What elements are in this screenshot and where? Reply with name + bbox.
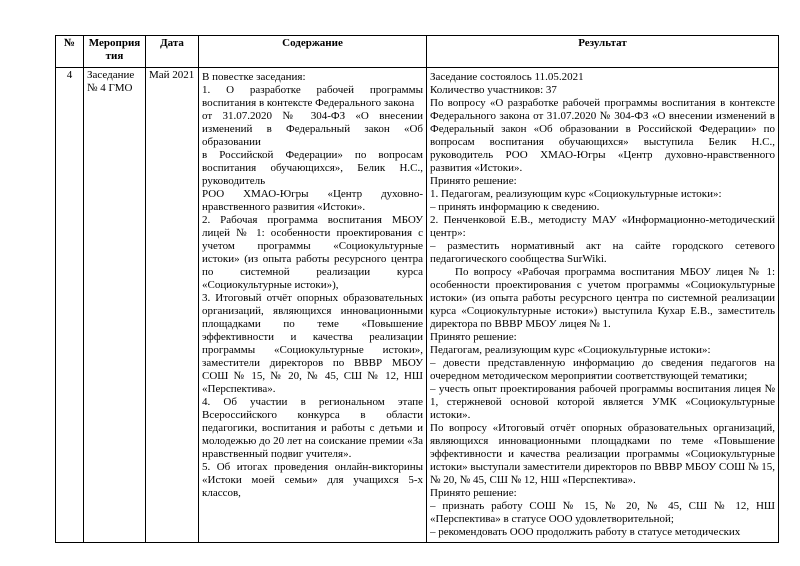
paragraph: – довести представленную информацию до сведения педагогов на очередном методическом мероприятии соответствующей тематики;	[430, 357, 775, 382]
cell-date: Май 2021	[146, 68, 199, 543]
paragraph: 5. Об итогах проведения онлайн-викторины «Истоки моей семьи» для учащихся 5-х классов,	[202, 461, 423, 499]
meeting-report-table	[55, 35, 779, 543]
paragraph: Принято решение:	[430, 175, 517, 187]
paragraph: Принято решение:	[430, 331, 517, 343]
paragraph: – признать работу СОШ № 15, № 20, № 45, СШ № 12, НШ «Перспектива» в статусе ООО удовлетворительной;	[430, 500, 775, 525]
paragraph: в Российской Федерации» по вопросам воспитания обучающихся», Белик Н.С., руководитель	[202, 149, 423, 187]
paragraph: По вопросу «О разработке рабочей программы воспитания в контексте Федерального закона от 31.07.2020 № 304-ФЗ «О внесении изменений в Федеральный закон «Об образовании в Российской Федерации» по вопросам воспитания обучающихся» выступила Белик Н.С., руководитель РОО ХМАО-Югры «Центр духовно-нравственного развития «Истоки».	[430, 97, 775, 174]
paragraph: – учесть опыт проектирования рабочей программы воспитания лицея № 1, стержневой основой которой является УМК «Социокультурные истоки».	[430, 383, 775, 421]
result-text-block	[430, 69, 775, 541]
column-header-num: №	[56, 36, 84, 68]
cell-content	[199, 68, 427, 543]
cell-result	[427, 68, 779, 543]
paragraph: В повестке заседания:	[202, 71, 306, 83]
paragraph: Принято решение:	[430, 487, 517, 499]
paragraph: 1. О разработке рабочей программы воспитания в контексте Федерального закона	[202, 84, 423, 109]
column-header-content: Содержание	[199, 36, 427, 68]
paragraph: 2. Рабочая программа воспитания МБОУ лицей № 1: особенности проектирования с учетом программы «Социокультурные истоки» (из опыта работы ресурсного центра по системной реализации курса «Социокультурные истоки»),	[202, 214, 423, 291]
column-header-event: Мероприятия	[84, 36, 146, 68]
paragraph: 1. Педагогам, реализующим курс «Социокультурные истоки»:	[430, 188, 722, 200]
paragraph: Педагогам, реализующим курс «Социокультурные истоки»:	[430, 344, 711, 356]
paragraph: Заседание состоялось 11.05.2021	[430, 71, 584, 83]
paragraph: РОО ХМАО-Югры «Центр духовно-нравственного развития «Истоки».	[202, 188, 423, 213]
paragraph: от 31.07.2020 № 304-ФЗ «О внесении изменений в Федеральный закон «Об образовании	[202, 110, 423, 148]
paragraph: – принять информацию к сведению.	[430, 201, 600, 213]
paragraph: 3. Итоговый отчёт опорных образовательных организаций, являющихся инновационными площадками по теме «Повышение эффективности и качества реализации программы «Социокультурные истоки», заместители директоров по ВВВР МБОУ СОШ № 15, № 20, № 45, СШ № 12, НШ «Перспектива».	[202, 292, 423, 395]
column-header-date: Дата	[146, 36, 199, 68]
cell-event: Заседание № 4 ГМО	[84, 68, 146, 543]
paragraph: По вопросу «Итоговый отчёт опорных образовательных организаций, являющихся инновационными площадками по теме «Повышение эффективности и качества реализации программы «Социокультурные истоки» выступали заместители директоров по ВВВР МБОУ СОШ № 15, № 20, № 45, СШ № 12, НШ «Перспектива».	[430, 422, 775, 486]
paragraph: По вопросу «Рабочая программа воспитания МБОУ лицея № 1: особенности проектирования с учетом программы «Социокультурные истоки» (из опыта работы ресурсного центра по системной реализации курса «Социокультурные истоки») выступила Кухар Е.В., заместитель директора по ВВВР МБОУ лицея № 1.	[430, 266, 775, 330]
table-header-row	[56, 36, 779, 68]
cell-row-number: 4	[56, 68, 84, 543]
paragraph: 4. Об участии в региональном этапе Всероссийского конкурса в области педагогики, воспитания и работы с детьми и молодежью до 20 лет на соискание премии «За нравственный подвиг учителя».	[202, 396, 423, 460]
paragraph: – разместить нормативный акт на сайте городского сетевого педагогического сообщества SurWiki.	[430, 240, 775, 265]
content-text-block	[202, 69, 423, 541]
column-header-result: Результат	[427, 36, 779, 68]
table-row	[56, 68, 779, 543]
paragraph: Количество участников: 37	[430, 84, 557, 96]
paragraph: 2. Пенченковой Е.В., методисту МАУ «Информационно-методический центр»:	[430, 214, 775, 239]
paragraph: – рекомендовать ООО продолжить работу в статусе методических	[430, 526, 741, 538]
